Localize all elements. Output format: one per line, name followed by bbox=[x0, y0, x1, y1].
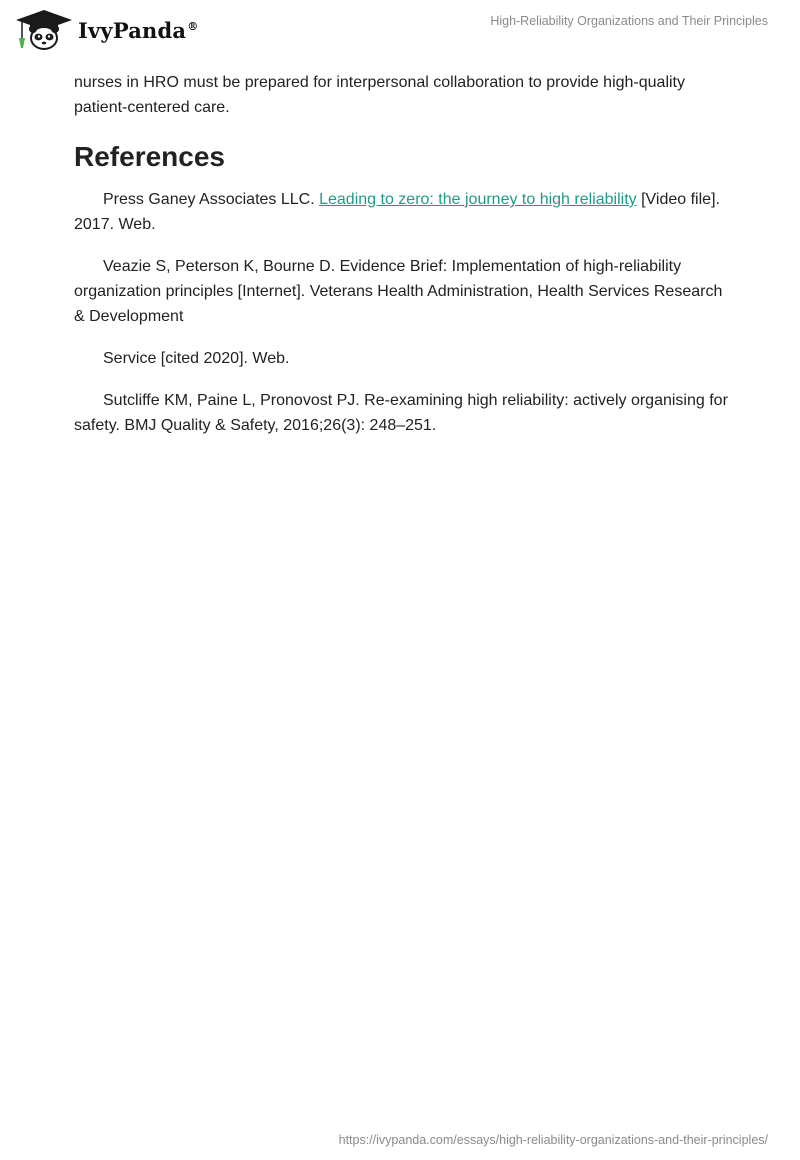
reference-item: Service [cited 2020]. Web. bbox=[103, 350, 290, 367]
logo-wordmark: IvyPanda® bbox=[78, 17, 199, 43]
reference-text: Press Ganey Associates LLC. bbox=[103, 191, 320, 208]
references-heading: References bbox=[74, 141, 225, 172]
reference-item: Veazie S, Peterson K, Bourne D. Evidence Brief: Implementation of high-reliability organization principles [Internet]. Veterans Health Administration, Health Services Research & Development bbox=[74, 258, 723, 325]
page-header bbox=[0, 0, 800, 64]
reference-text: [Video file]. 2017. Web. bbox=[74, 191, 720, 233]
registered-mark: ® bbox=[187, 19, 199, 33]
document-title: High-Reliability Organizations and Their Principles bbox=[490, 14, 768, 28]
page-content bbox=[74, 70, 734, 455]
reference-item bbox=[74, 187, 734, 237]
reference-link[interactable]: Leading to zero: the journey to high reliability bbox=[319, 191, 637, 208]
continuation-paragraph: nurses in HRO must be prepared for interpersonal collaboration to provide high-quality patient-centered care. bbox=[74, 74, 685, 116]
panda-graduate-icon bbox=[14, 8, 74, 50]
footer-url: https://ivypanda.com/essays/high-reliability-organizations-and-their-principles/ bbox=[338, 1133, 768, 1147]
ivypanda-logo[interactable] bbox=[14, 8, 198, 50]
reference-item: Sutcliffe KM, Paine L, Pronovost PJ. Re-examining high reliability: actively organising for safety. BMJ Quality & Safety, 2016;26(3): 248–251. bbox=[74, 392, 728, 434]
